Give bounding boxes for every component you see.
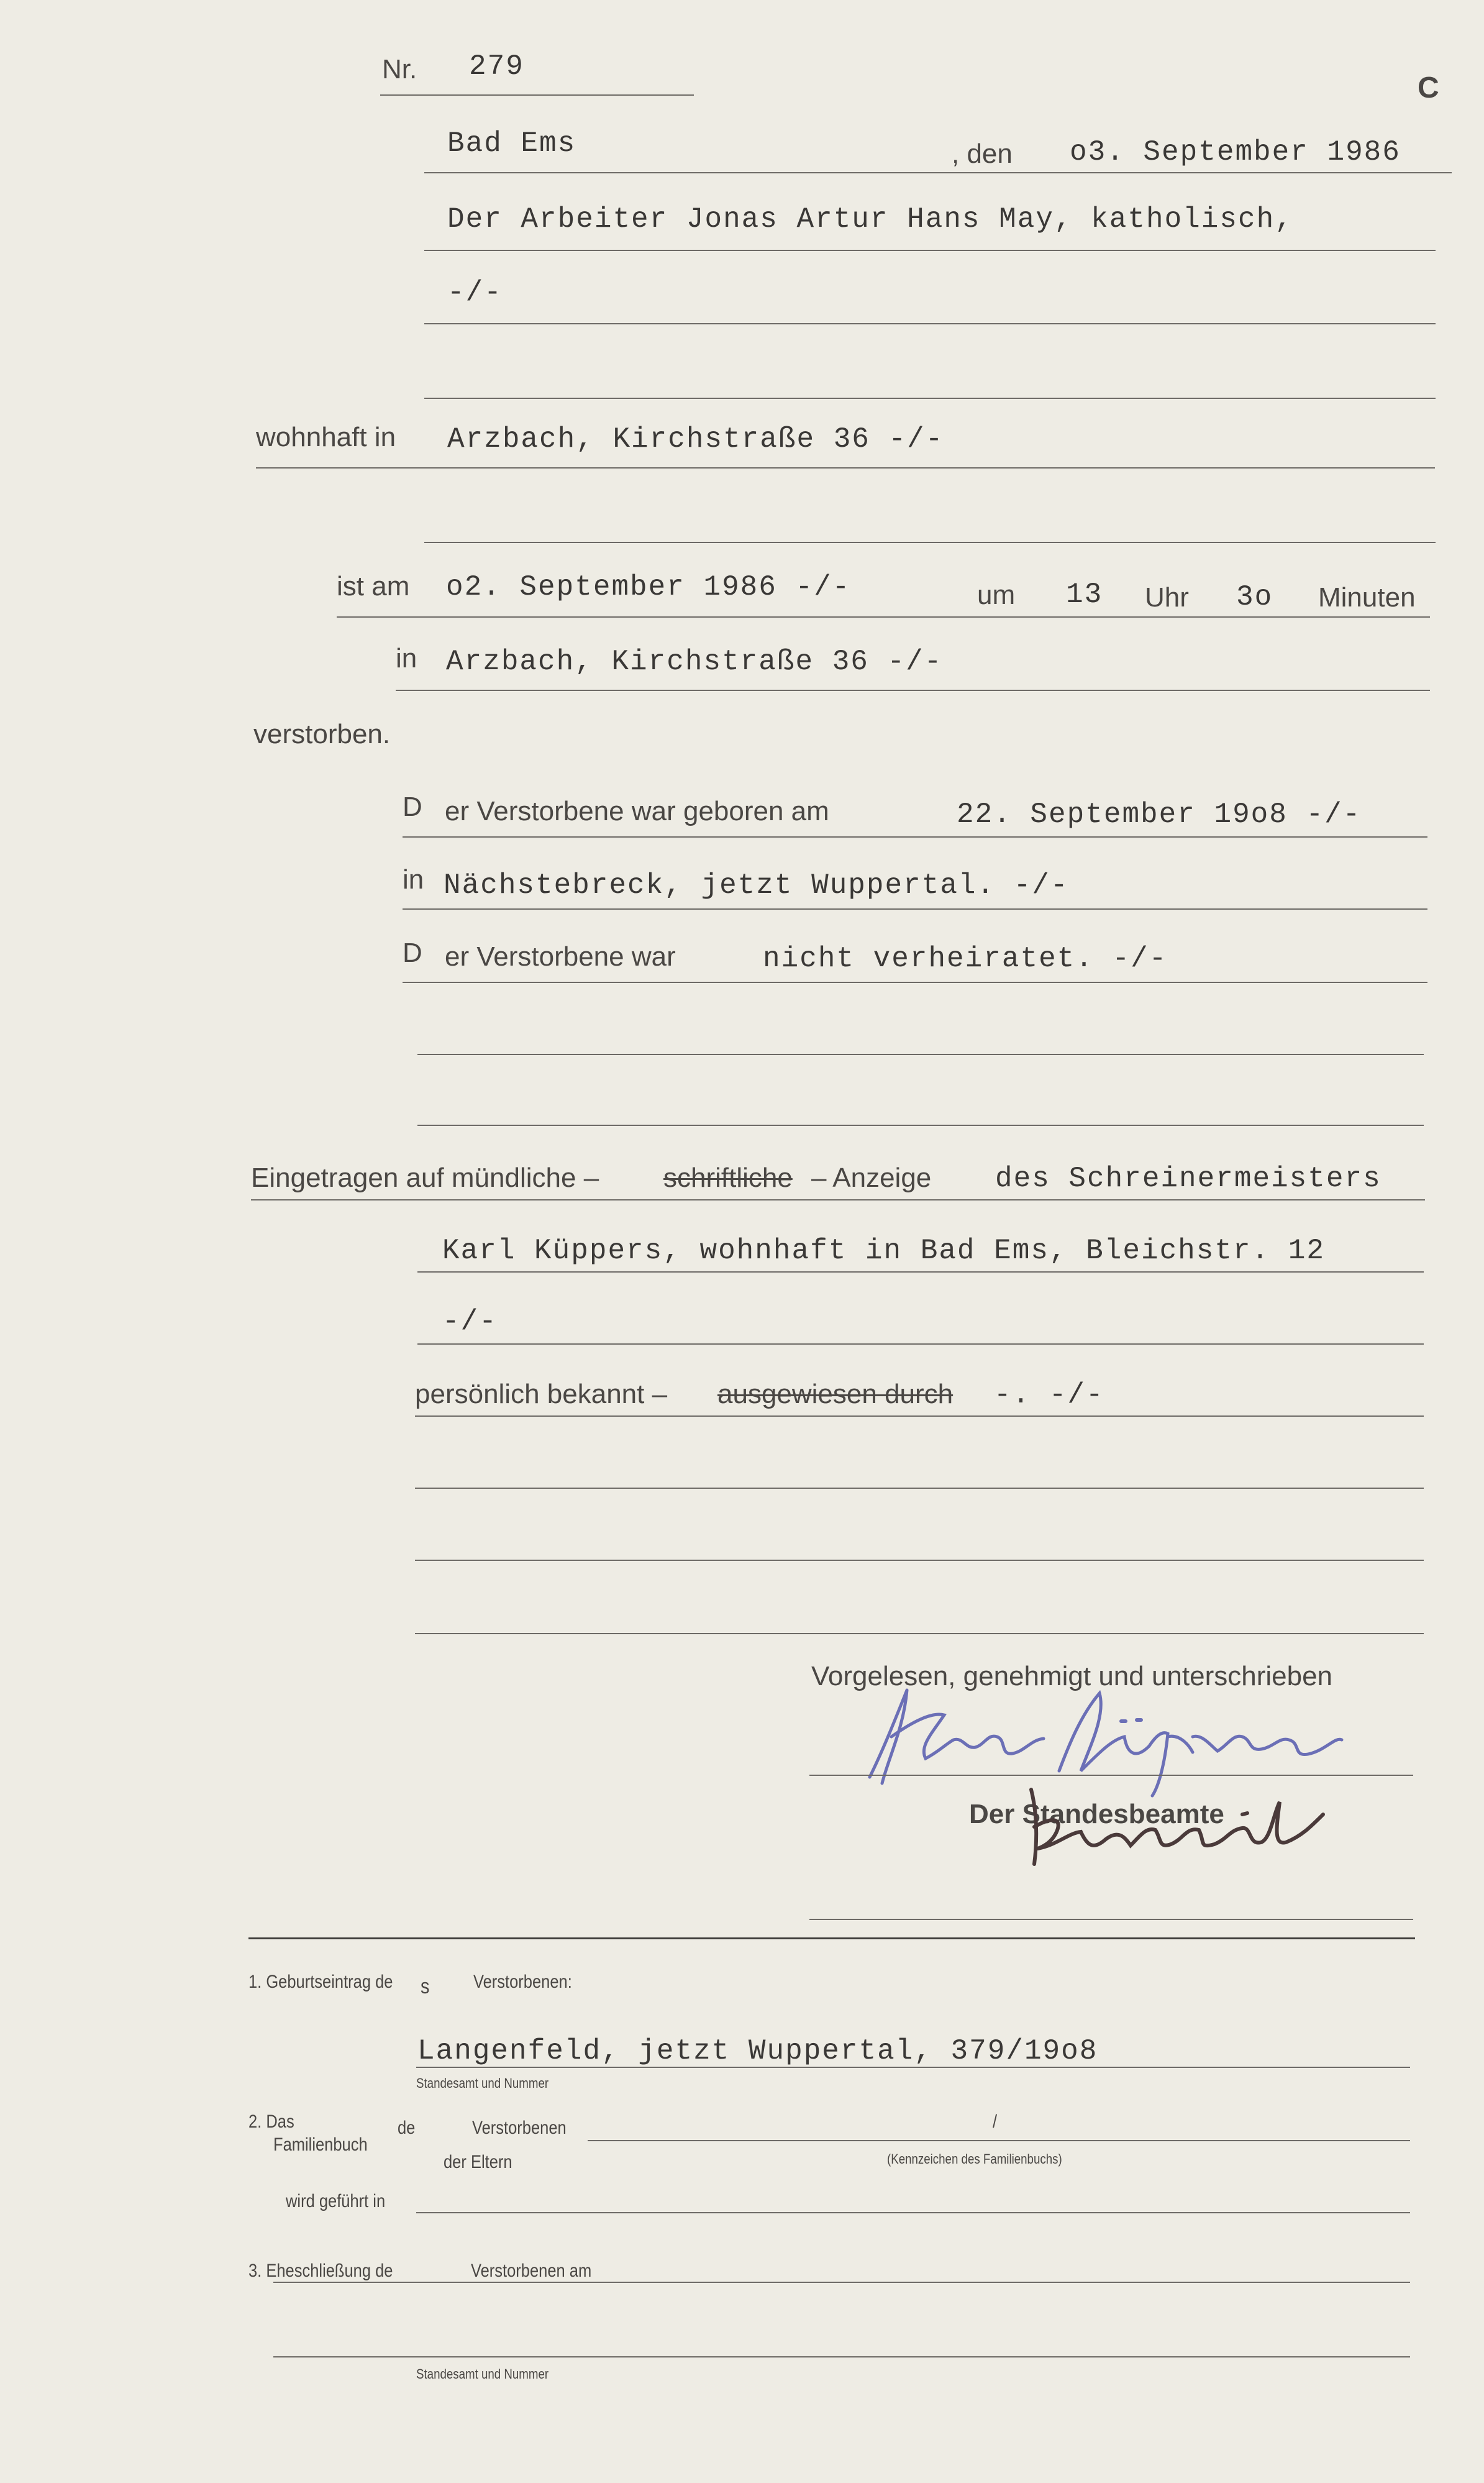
place-value: Bad Ems — [447, 127, 576, 160]
marital-value: nicht verheiratet. -/- — [763, 943, 1168, 975]
identity-label-struck: ausgewiesen durch — [717, 1379, 954, 1409]
death-minutes: 3o — [1236, 581, 1273, 613]
death-time-underline — [337, 616, 1430, 618]
identity-underline-2 — [415, 1488, 1424, 1489]
registration-underline-2 — [417, 1271, 1424, 1273]
nr-value: 279 — [469, 50, 524, 83]
birth-date: 22. September 19o8 -/- — [957, 798, 1362, 831]
footer-item2-kennzeichen: (Kennzeichen des Familienbuchs) — [887, 2151, 1062, 2167]
death-um-label: um — [977, 580, 1016, 610]
footer-item2-wird: wird geführt in — [286, 2191, 386, 2211]
birth-d-label: D — [403, 792, 422, 822]
death-in-label: in — [396, 643, 417, 674]
death-date: o2. September 1986 -/- — [446, 571, 851, 603]
marital-label: er Verstorbene war — [445, 941, 676, 972]
birth-date-underline — [403, 836, 1427, 838]
footer-item1-suffix: Verstorbenen: — [473, 1972, 572, 1992]
footer-item1-label: 1. Geburtseintrag de — [248, 1972, 393, 1992]
registration-label-a: Eingetragen auf mündliche – — [251, 1163, 599, 1193]
birth-place-underline — [403, 908, 1427, 910]
marital-underline — [403, 982, 1427, 983]
registrar-title: Der Standesbeamte — [969, 1799, 1224, 1829]
person-line-1: Der Arbeiter Jonas Artur Hans May, katholisch, — [447, 203, 1293, 235]
registration-label-struck: schriftliche — [663, 1163, 793, 1193]
footer-item1-underline — [416, 2067, 1410, 2068]
nr-underline — [380, 94, 694, 96]
identity-value: -. -/- — [994, 1379, 1104, 1411]
footer-item1-s: s — [421, 1975, 430, 1998]
registration-underline-3 — [417, 1343, 1424, 1345]
nr-label: Nr. — [382, 54, 417, 85]
footer-item2-verstorbenen: Verstorbenen — [472, 2118, 567, 2138]
footer-item1-value: Langenfeld, jetzt Wuppertal, 379/19o8 — [417, 2035, 1098, 2067]
footer-item2-slash: / — [993, 2111, 998, 2132]
identity-underline-3 — [415, 1560, 1424, 1561]
death-hour: 13 — [1066, 578, 1103, 611]
footer-item2-familienbuch: Familienbuch — [273, 2134, 368, 2155]
birth-label: er Verstorbene war geboren am — [445, 796, 829, 826]
residence-underline — [256, 467, 1435, 469]
place-underline — [424, 172, 952, 173]
footer-item3-suffix: Verstorbenen am — [471, 2261, 592, 2281]
registrar-signature-text — [1056, 1833, 1057, 1834]
death-ist-am-label: ist am — [337, 571, 410, 601]
registration-label-b: – Anzeige — [811, 1163, 932, 1193]
registrar-signature — [1019, 1777, 1342, 1870]
footer-item2-underline — [588, 2140, 1410, 2141]
birth-in-label: in — [403, 864, 424, 895]
den-label: , den — [952, 139, 1013, 169]
birth-place: Nächstebreck, jetzt Wuppertal. -/- — [444, 869, 1069, 902]
footer-item2-underline-2 — [416, 2212, 1410, 2213]
person-underline-3 — [424, 398, 1436, 399]
registration-value-1: des Schreinermeisters — [995, 1163, 1382, 1195]
footer-item2-eltern: der Eltern — [444, 2152, 512, 2172]
footer-item2-de: de — [398, 2118, 416, 2138]
residence-value: Arzbach, Kirchstraße 36 -/- — [447, 423, 944, 455]
registration-value-3: -/- — [442, 1306, 498, 1338]
death-place-underline — [396, 690, 1430, 691]
verstorben-label: verstorben. — [253, 719, 391, 749]
person-line-2: -/- — [447, 277, 503, 309]
record-date: o3. September 1986 — [1070, 136, 1401, 168]
death-uhr-label: Uhr — [1145, 582, 1189, 613]
registration-underline-1 — [251, 1199, 1425, 1200]
footer-item1-caption: Standesamt und Nummer — [416, 2075, 549, 2091]
death-minuten-label: Minuten — [1318, 582, 1416, 613]
informant-signature-text — [857, 1715, 858, 1716]
footer-item3-underline — [273, 2282, 1410, 2283]
corner-letter: C — [1418, 71, 1439, 104]
registration-value-2: Karl Küppers, wohnhaft in Bad Ems, Bleichstr. 12 — [442, 1235, 1326, 1267]
death-place: Arzbach, Kirchstraße 36 -/- — [446, 646, 943, 678]
marital-underline-3 — [417, 1125, 1424, 1126]
footer-item3-caption: Standesamt und Nummer — [416, 2366, 549, 2382]
residence-label: wohnhaft in — [256, 422, 396, 452]
footer-item3-label: 3. Eheschließung de — [248, 2261, 393, 2281]
marital-d-label: D — [403, 938, 422, 968]
identity-underline-4 — [415, 1633, 1424, 1634]
footer-separator — [248, 1937, 1415, 1939]
identity-label-a: persönlich bekannt – — [415, 1379, 668, 1409]
footer-item2-num: 2. Das — [248, 2111, 294, 2132]
date-underline — [952, 172, 1452, 173]
identity-underline-1 — [415, 1415, 1424, 1417]
informant-signature-underline — [809, 1775, 1413, 1776]
marital-underline-2 — [417, 1054, 1424, 1055]
footer-item3-underline-2 — [273, 2356, 1410, 2357]
residence-underline-2 — [424, 542, 1436, 543]
person-underline-2 — [424, 323, 1436, 324]
registrar-signature-underline — [809, 1919, 1413, 1920]
closing-statement: Vorgelesen, genehmigt und unterschrieben — [811, 1661, 1333, 1691]
person-underline-1 — [424, 250, 1436, 251]
